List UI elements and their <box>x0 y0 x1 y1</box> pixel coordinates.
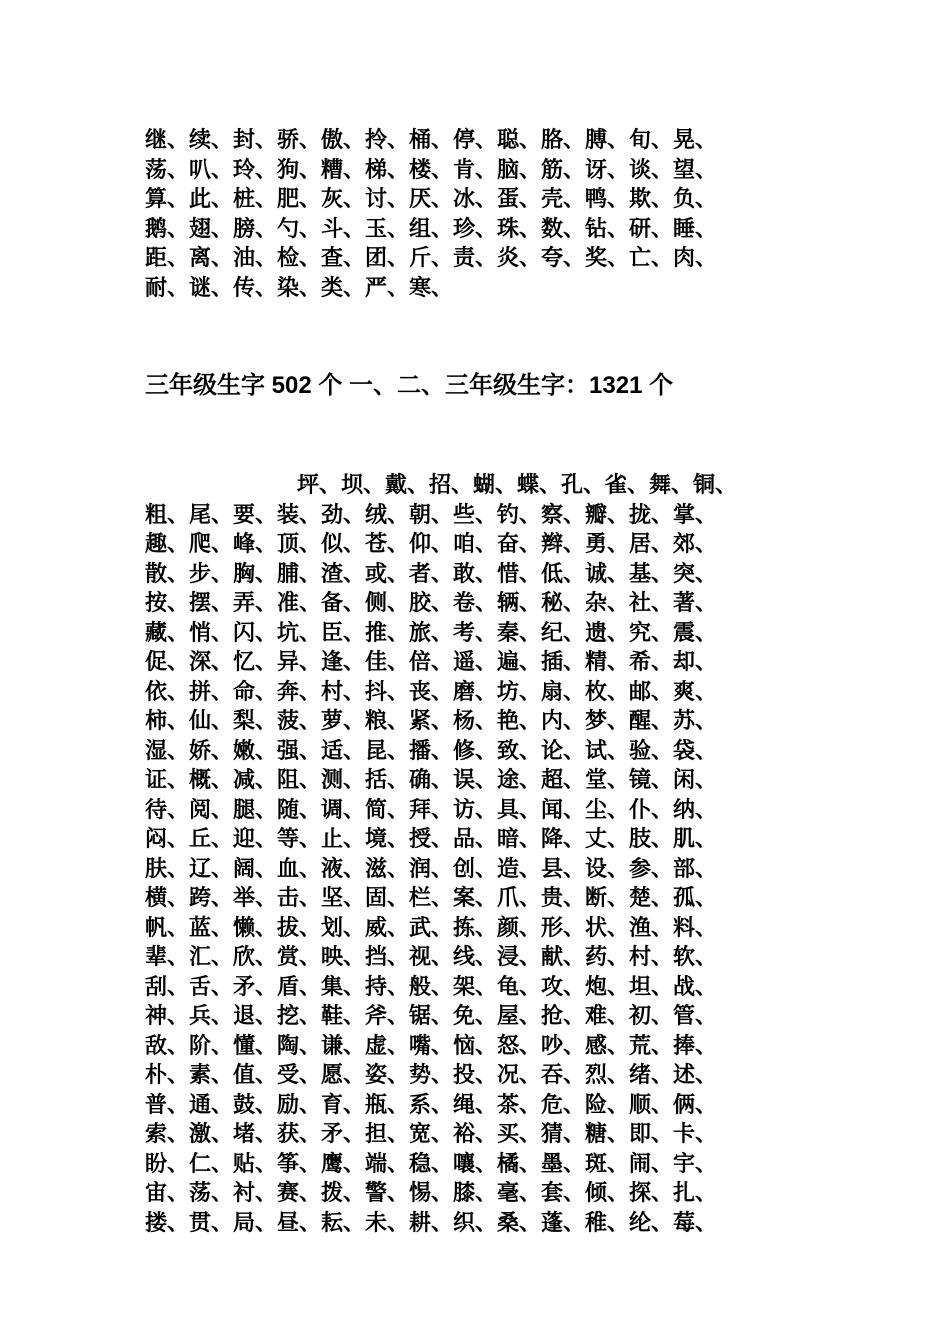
character-line: 距、离、油、检、查、团、斤、责、炎、夸、奖、亡、肉、 <box>145 245 718 271</box>
character-line: 按、摆、弄、准、备、侧、胶、卷、辆、秘、杂、社、著、 <box>145 590 718 616</box>
character-line: 荡、叭、玲、狗、糟、梯、楼、肯、脑、筋、讶、谈、望、 <box>145 156 718 183</box>
character-line: 依、拼、命、奔、村、抖、丧、磨、坊、扇、枚、邮、爽、 <box>145 678 718 705</box>
character-line: 辈、汇、欣、赏、映、挡、视、线、浸、献、药、村、软、 <box>145 944 718 970</box>
character-line: 刮、舌、矛、盾、集、持、般、架、龟、攻、炮、坦、战、 <box>145 973 718 1000</box>
character-line: 普、通、鼓、励、育、瓶、系、绳、茶、危、险、顺、俩、 <box>145 1091 718 1118</box>
section-heading: 三年级生字 502 个 一、二、三年级生字：1321 个 <box>145 372 674 399</box>
character-line: 藏、悄、闪、坑、臣、推、旅、考、秦、纪、遗、究、震、 <box>145 619 718 646</box>
character-line: 索、激、堵、获、矛、担、宽、裕、买、猜、糖、即、卡、 <box>145 1121 718 1147</box>
character-line: 继、续、封、骄、傲、拎、桶、停、聪、胳、膊、旬、晃、 <box>145 127 718 153</box>
character-line: 肤、辽、阔、血、液、滋、润、创、造、县、设、参、部、 <box>145 855 718 882</box>
character-line: 横、跨、举、击、坚、固、栏、案、爪、贵、断、楚、孤、 <box>145 885 718 911</box>
character-line: 耐、谜、传、染、类、严、寒、 <box>145 274 454 301</box>
character-line: 朴、素、值、受、愿、姿、势、投、况、吞、烈、绪、述、 <box>145 1062 718 1088</box>
character-list-top <box>145 126 805 303</box>
character-line: 搂、贯、局、昼、耘、未、耕、织、桑、蓬、稚、纶、莓、 <box>145 1209 718 1236</box>
character-line: 散、步、胸、脯、渣、或、者、敢、惜、低、诚、基、突、 <box>145 560 718 587</box>
character-line: 湿、娇、嫩、强、适、昆、播、修、致、论、试、验、袋、 <box>145 737 718 764</box>
character-line: 闷、丘、迎、等、止、境、授、品、暗、降、丈、肢、肌、 <box>145 826 718 852</box>
character-list-grade-three <box>145 471 805 1238</box>
character-line: 敌、阶、懂、陶、谦、虚、嘴、恼、怒、吵、感、荒、捧、 <box>145 1032 718 1059</box>
character-line: 鹅、翅、膀、勺、斗、玉、组、珍、珠、数、钻、研、睡、 <box>145 215 718 242</box>
character-line: 盼、仁、贴、筝、鹰、端、稳、嚷、橘、墨、斑、闹、宇、 <box>145 1150 718 1177</box>
character-line: 趣、爬、峰、顶、似、苍、仰、咱、奋、辫、勇、居、郊、 <box>145 531 718 557</box>
character-line: 粗、尾、要、装、劲、绒、朝、些、钓、察、瓣、拢、掌、 <box>145 501 718 528</box>
character-line: 柿、仙、梨、菠、萝、粮、紧、杨、艳、内、梦、醒、苏、 <box>145 708 718 734</box>
character-line: 算、此、桩、肥、灰、讨、厌、冰、蛋、壳、鸭、欺、负、 <box>145 186 718 212</box>
character-line: 帆、蓝、懒、拔、划、威、武、拣、颜、形、状、渔、料、 <box>145 914 718 941</box>
character-line: 促、深、忆、异、逢、佳、倍、遥、遍、插、精、希、却、 <box>145 649 718 675</box>
character-line: 证、概、减、阻、测、括、确、误、途、超、堂、镜、闲、 <box>145 767 718 793</box>
character-line: 宙、荡、衬、赛、拨、警、惕、膝、毫、套、倾、探、扎、 <box>145 1180 718 1206</box>
character-line: 神、兵、退、挖、鞋、斧、锯、免、屋、抢、难、初、管、 <box>145 1003 718 1029</box>
character-line-first: 坪、坝、戴、招、蝴、蝶、孔、雀、舞、铜、 <box>297 472 738 498</box>
character-line: 待、阅、腿、随、调、简、拜、访、具、闻、尘、仆、纳、 <box>145 796 718 823</box>
